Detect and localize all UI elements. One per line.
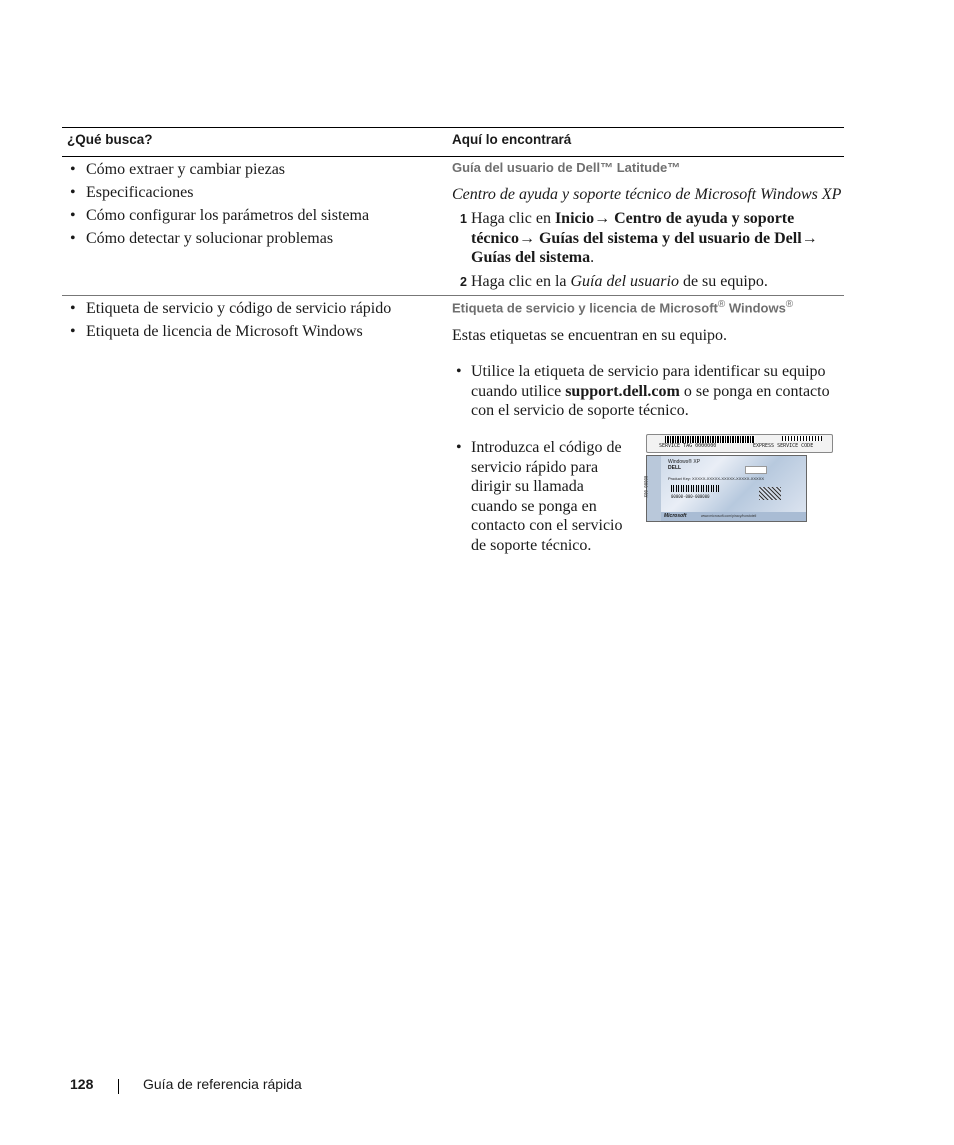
bullet-express-code: • Introduzca el código de servicio rápido para dirigir su llamada cuando se ponga en contacto con el servicio de soporte técnico. <box>452 438 627 555</box>
section-title-labels: Etiqueta de servicio y licencia de Microsoft® Windows® <box>452 299 794 316</box>
step-1: 1 Haga clic en Inicio→ Centro de ayuda y soporte técnico→ Guías del sistema y del usuario de Dell→ Guías del sistema. <box>460 210 818 266</box>
list-item: • Cómo extraer y cambiar piezas <box>68 158 443 181</box>
list-item: • Cómo detectar y solucionar problemas <box>68 227 443 250</box>
help-center-line: Centro de ayuda y soporte técnico de Microsoft Windows XP <box>452 186 842 203</box>
header-what-looking-for: ¿Qué busca? <box>67 132 153 147</box>
footer-divider <box>118 1079 119 1094</box>
list-item: • Etiqueta de servicio y código de servicio rápido <box>68 297 443 320</box>
coa-footer: Microsoft www.microsoft.com/piracy/howtotell <box>661 512 806 521</box>
row1-topics <box>68 158 443 250</box>
coa-side-strip <box>647 456 661 521</box>
list-item: • Especificaciones <box>68 181 443 204</box>
hologram-icon <box>759 487 781 500</box>
support-link: support.dell.com <box>565 382 680 400</box>
section-title-user-guide: Guía del usuario de Dell™ Latitude™ <box>452 160 681 175</box>
barcode-icon <box>782 436 822 441</box>
page-number: 128 <box>70 1076 94 1092</box>
labels-intro: Estas etiquetas se encuentran en su equipo. <box>452 327 728 344</box>
service-tag-label: SERVICE TAG 0000000 EXPRESS SERVICE CODE <box>646 434 833 453</box>
step-number: 2 <box>460 274 467 289</box>
windows-coa-label: X00-00000 Windows® XP DELL Product Key: XXXXX-XXXXX-XXXXX-XXXXX-XXXXX 00000-000-000000 Microsoft www.microsoft.com/piracy/howtotell <box>646 455 807 522</box>
step-number: 1 <box>460 212 467 226</box>
steps-list <box>452 209 822 291</box>
barcode-icon <box>671 485 719 492</box>
header-where-to-find: Aquí lo encontrará <box>452 132 572 147</box>
step-2: 2 Haga clic en la Guía del usuario de su equipo. <box>452 272 822 292</box>
microsoft-logo: Microsoft <box>664 513 687 519</box>
menu-path: Inicio→ Centro de ayuda y soporte técnico→ Guías del sistema y del usuario de Dell→ Guías del sistema <box>471 210 818 266</box>
table-header <box>62 127 844 157</box>
table-row <box>62 157 844 296</box>
row2-topics <box>68 297 443 343</box>
bullet-service-tag: • Utilice la etiqueta de servicio para identificar su equipo cuando utilice support.dell.com o se ponga en contacto con el servicio de soporte técnico. <box>452 362 841 421</box>
list-item: • Etiqueta de licencia de Microsoft Windows <box>68 320 443 343</box>
footer-title: Guía de referencia rápida <box>143 1076 302 1092</box>
barcode-icon <box>745 466 767 474</box>
labels-illustration <box>643 434 833 526</box>
table-row <box>62 296 844 566</box>
barcode-icon <box>665 436 755 443</box>
list-item: • Cómo configurar los parámetros del sistema <box>68 204 443 227</box>
info-table <box>62 127 844 566</box>
page-footer <box>70 1076 302 1092</box>
